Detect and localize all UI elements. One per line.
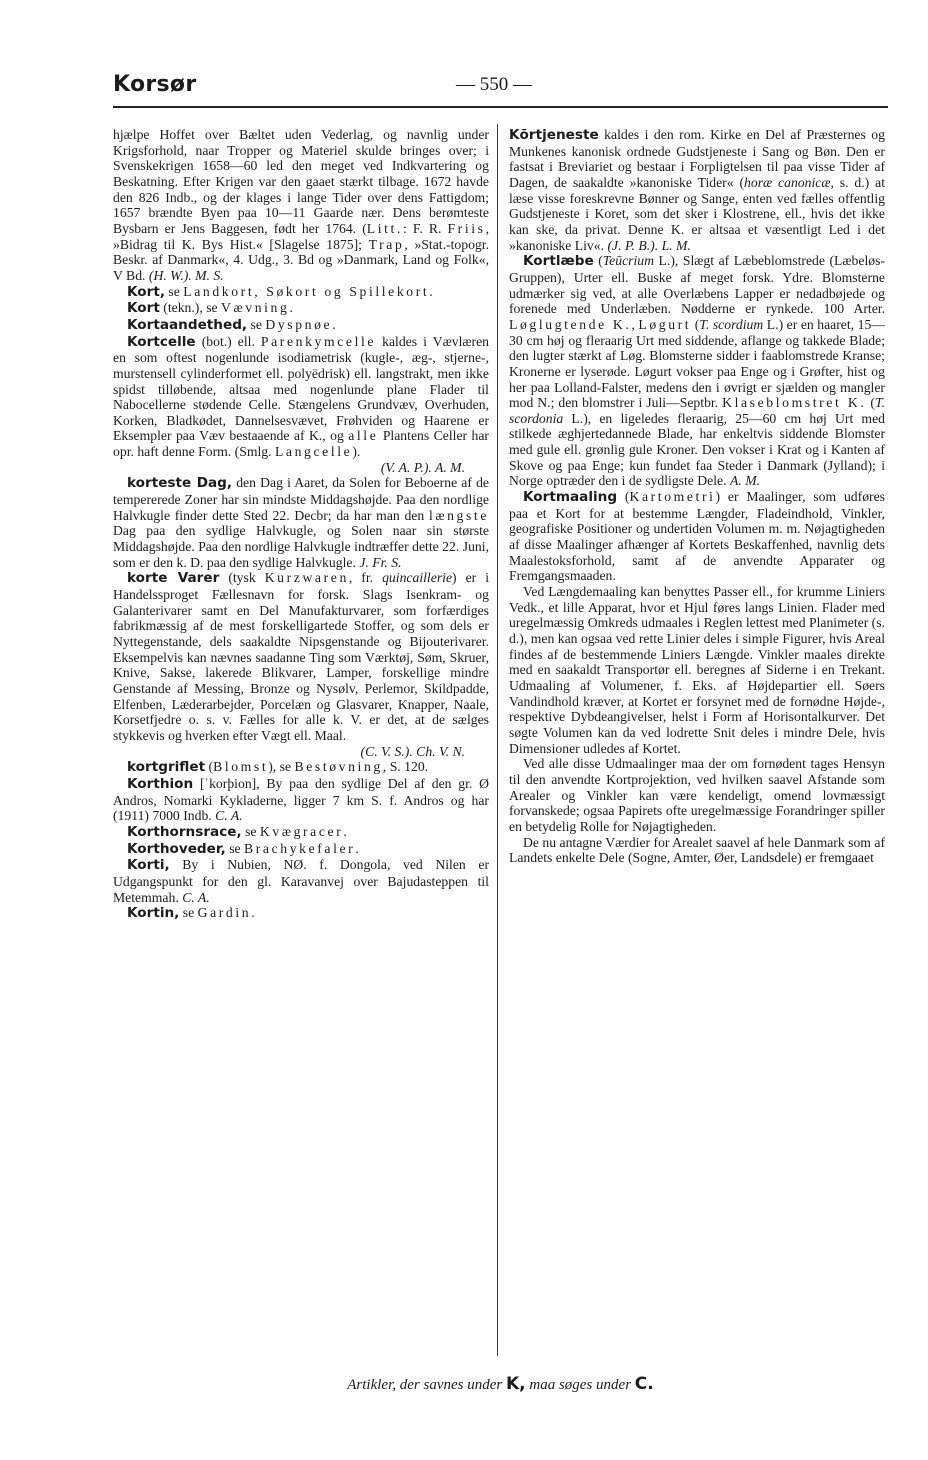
cross-reference: Parenkymcelle <box>260 333 377 349</box>
entry-kortin: Kortin, se Gardin. <box>127 905 255 922</box>
cross-reference: Brachykefaler <box>244 840 356 856</box>
cross-reference: Dyspnøe <box>265 316 333 332</box>
entry-korti: Korti, By i Nubien, NØ. f. Dongola, ved Nilen er Udgangspunkt for den gl. Karavanvej over Bajudasteppen til Metemmah. C. A. <box>113 857 489 905</box>
headword: Kortcelle <box>127 333 196 350</box>
entry-korteste-dag: korteste Dag, den Dag i Aaret, da Solen for Beboerne af de tempererede Zoner har sin mindste Middagshøjde. Paa den nordlige Halvkugle finder dette Sted 22. Decbr; da har man den længste Dag paa den sydlige Halvkugle, og Solen naar sin største Middagshøjde. Paa den nordlige Halvkugle indtræffer dette 22. Juni, som er den k. D. paa den sydlige Halvkugle. J. Fr. S. <box>113 475 489 570</box>
entry-korthion: Korthion [ˈkorþion], By paa den sydlige Del af den gr. Ø Andros, Nomarki Kykladerne, ligger 7 km S. f. Andros og har (1911) 7000 Indb. C. A. <box>113 775 489 824</box>
headword: korteste Dag, <box>127 475 233 492</box>
headword: Kortmaaling <box>523 489 618 506</box>
entry-korthornsrace: Korthornsrace, se Kvægracer. <box>127 823 347 840</box>
entry-kortjeneste: Kōrtjeneste kaldes i den rom. Kirke en Del af Præsternes og Munkenes kanonisk ordnede Gudstjeneste i Sang og Bøn. Den er fastsat i Breviariet og bestaar i Forpligtelsen til paa visse Tider af Dagen, de saakaldte »kanoniske Tider« (horæ canonicæ, s. d.) at læse visse foreskrevne Bønner og Sange, enten ved fælles offentlig Gudstjeneste i Koret, som det sker i Klostrene, ell., hvis det ikke kan ske, da privat. Denne K. er altsaa et væsentligt Led i det »kanoniske Liv«. (J. P. B.). L. M. <box>509 127 885 253</box>
entry-korthoveder: Korthoveder, se Brachykefaler. <box>127 840 359 857</box>
author-signature: A. M. <box>729 473 761 489</box>
headword: Kortlæbe <box>523 253 594 270</box>
running-head: Korsør <box>113 72 197 97</box>
paragraph-vaerdier: De nu antagne Værdier for Arealet saavel af hele Danmark som af Landets enkelte Dele (Sogne, Amter, Øer, Landsdele) er fremgaaet <box>509 834 885 866</box>
cross-reference: Bestøvning <box>294 759 383 775</box>
left-column <box>113 127 489 1355</box>
page-header <box>0 60 928 110</box>
entry-kort: Kort, se Landkort, Søkort og Spillekort. <box>127 283 433 300</box>
author-signature: (J. P. B.). L. M. <box>607 237 691 253</box>
column-divider <box>497 124 498 1356</box>
right-column <box>509 127 885 1355</box>
headword: Kortin, <box>127 905 180 922</box>
headword: Kōrtjeneste <box>509 127 599 143</box>
author-signature: C. A. <box>182 889 210 905</box>
entry-kortaandethed: Kortaandethed, se Dyspnøe. <box>127 316 336 333</box>
cross-reference: Gardin <box>197 905 252 921</box>
headword: Kort <box>127 300 160 317</box>
author-signature: C. A. <box>215 808 243 824</box>
headword: Kort, <box>127 283 165 300</box>
cross-reference: Landkort, Søkort og Spillekort <box>183 283 430 299</box>
headword: Korthion <box>127 775 194 792</box>
headword: korte Varer <box>127 570 220 587</box>
entry-korte-varer: korte Varer (tysk Kurzwaren, fr. quincaillerie) er i Handelssproget Fællesnavn for forsk. Slags Isenkram- og Galanterivarer samt en Del Manufakturvarer, som forfærdiges fabrikmæssig af de mest forskelligartede Stoffer, og som dels er Nyttegenstande, dels saakaldte Nipsgenstande og Bijouterivarer. Eksempelvis kan nævnes saadanne Ting som Værktøj, Søm, Skruer, Knive, Sakse, lakerede Blikvarer, Lamper, forskellige mindre Genstande af Messing, Bronze og Nysølv, Perlemor, Skildpadde, Elfenben, Læderarbejder, Porcelæn og Glasvarer, Knapper, Naale, Korsetfjedre o. s. v. Fælles for alle k. V. er det, at de sælges stykkevis og hverken efter Vægt ell. Maal. (C. V. S.). Ch. V. N. <box>113 570 489 759</box>
header-rule <box>113 106 888 108</box>
headword: kortgriflet <box>127 759 206 776</box>
entry-kortlaebe: Kortlæbe (Teūcrium L.), Slægt af Læbeblomstrede (Læbeløs-Gruppen), Urter ell. Buske af meget forsk. Ydre. Blomsterne udmærker sig ved, at alle Overlæbens Lapper er nedadbøjede og forenede med Underlæben. Nødderne er rynkede. 100 Arter. Løglugtende K., Løgurt (T. scordium L.) er en haaret, 15—30 cm høj og fleraarig Urt med siddende, aflange og takkede Blade; den lugter stærkt af Løg. Blomsterne sidder i faablomstrede Kranse; Kronerne er lyserøde. Løgurt vokser paa Enge og i Grøfter, hist og her paa Lolland-Falster, medens den i øvrigt er sjælden og mangler mod N.; den blomstrer i Juli—Septbr. Klaseblomstret K. (T. scordonia L.), en ligeledes fleraarig, 25—60 cm høj Urt med stilkede æghjertedannede Blade, har enkeltvis siddende Blomster med gule ell. grønlig gule Kroner. Den vokser i Krat og i Kanten af Skove og paa Enge; kun fundet faa Steder i Danmark (Jylland); i Norge optræder den i de sydligste Dele. A. M. <box>509 253 885 489</box>
entry-kortmaaling: Kortmaaling (Kartometri) er Maalinger, som udføres paa et Kort for at bestemme Længder, Fladeindhold, Vinkler, geografiske Positioner og undertiden Volumen m. m. Nøjagtigheden af disse Maalinger afhænger af Kortets Beskaffenhed, navnlig dets Maalestoksforhold, samt af de anvendte Apparater og Fremgangsmaaden. <box>509 489 885 584</box>
cross-reference: Kvægracer <box>259 823 344 839</box>
entry-kortgriflet: kortgriflet (Blomst), se Bestøvning, S. 120. <box>127 759 429 776</box>
paragraph-udmaalinger: Ved alle disse Udmaalinger maa der om fornødent tages Hensyn til den anvendte Kortprojektion, ved hvilken saavel Afstande som Arealer og Vinkler kan være kendeligt, omend lovmæssigt forvanskede; ogsaa Papirets ofte uregelmæssige Forandringer spiller en betydelig Rolle for Nøjagtigheden. <box>509 756 885 834</box>
headword: Korthornsrace, <box>127 823 242 840</box>
author-signature: (V. A. P.). A. M. <box>380 459 465 475</box>
author-signature: (C. V. S.). Ch. V. N. <box>360 743 465 759</box>
headword: Korthoveder, <box>127 840 226 857</box>
entry-kort-tekn: Kort (tekn.), se Vævning. <box>127 300 293 317</box>
cross-reference: Langcelle <box>274 444 353 460</box>
author-signature: J. Fr. S. <box>359 554 402 570</box>
entry-kortcelle: Kortcelle (bot.) ell. Parenkymcelle kaldes i Vævlæren en som oftest nogenlunde isodiametrisk (kugle-, æg-, stjerne-, murstensell cylinderformet ell. polyëdrisk) ell. langstrakt, men ikke spidst tilløbende, altsaa med nogenlunde plane Flader til Nabocellerne stødende Celle. Stængelens Grundvæv, Overhuden, Korken, Bladkødet, Dannelsesvævet, Frøhviden og Haarene er Eksempler paa Væv bestaaende af K., og alle Plantens Celler har opr. haft denne Form. (Smlg. Langcelle). (V. A. P.). A. M. <box>113 333 489 475</box>
page-footer-note: Artikler, der savnes under K, maa søges under C. <box>347 1374 654 1394</box>
paragraph-laengdemaaling: Ved Længdemaaling kan benyttes Passer ell., for krumme Liniers Vedk., et lille Apparat, hvor et Hjul føres langs Linien. Flader med uregelmæssig Omkreds udmaales i Reglen lettest med Planimeter (s. d.), men kan ogsaa ved rette Linier deles i simple Figurer, hvis Areal findes af de bestemmende Liniers Længde. Vinkler maales direkte med en saakaldt Transportør ell. beregnes af Siderne i en Trekant. Udmaaling af Volumener, f. Eks. af Højdepartier ell. Søers Vandindhold kræver, at Kortet er forsynet med de fornødne Højde-, respektive Dybdeangivelser, helst i Form af Horisontalkurver. Det søgte Volumen kan da ved lodrette Snit deles i mindre Dele, hvis Dimensioner udledes af Kortet. <box>509 584 885 756</box>
headword: Kortaandethed, <box>127 316 248 333</box>
cross-reference: Vævning <box>221 300 290 316</box>
headword: Korti, <box>127 857 170 874</box>
page-number: — 550 — <box>456 74 532 95</box>
entry-korsor-continuation: hjælpe Hoffet over Bæltet uden Vederlag, og navnlig under Krigsforhold, naar Tropper og Materiel skulde bringes over; i Svenskekrigen 1658—60 led den meget ved Indkvartering og Beskatning. Efter Krigen var den gaaet stærkt tilbage. 1672 havde den 826 Indb., og der klages i lange Tider over dens Fattigdom; 1657 brændte Byen paa 10—11 Gaarde nær. Dens berømteste Bysbarn er Jens Baggesen, født her 1764. (Litt.: F. R. Friis, »Bidrag til K. Bys Hist.« [Slagelse 1875]; Trap, »Stat.-topogr. Beskr. af Danmark«, 4. Udg., 3. Bd og »Danmark, Land og Folk«, V Bd. (H. W.). M. S. <box>113 127 489 283</box>
